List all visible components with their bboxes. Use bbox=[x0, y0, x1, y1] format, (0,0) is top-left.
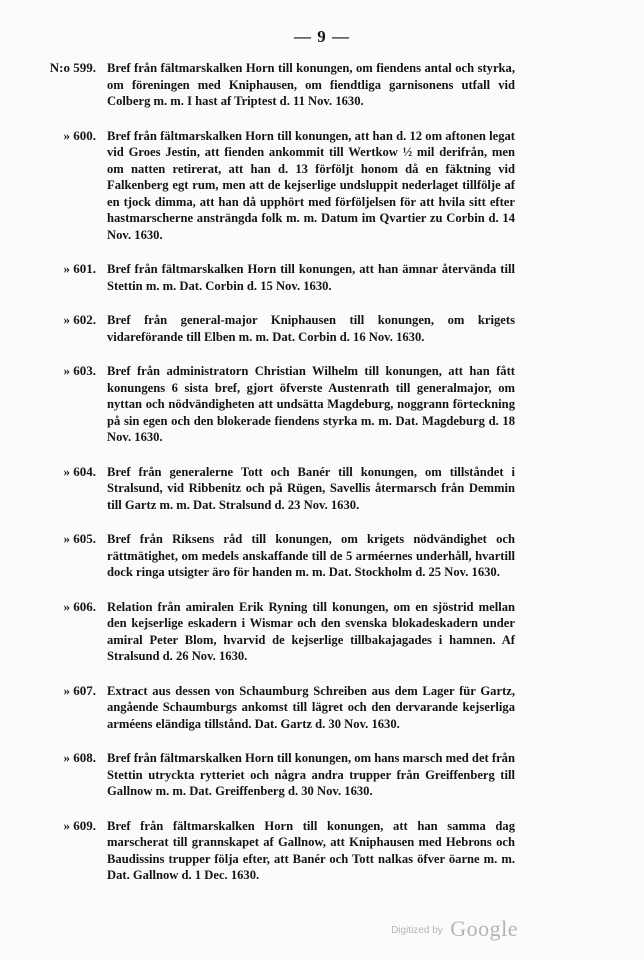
watermark-brand: Google bbox=[450, 916, 518, 941]
entry-number: » 603. bbox=[63, 363, 96, 378]
entry-number: » 607. bbox=[63, 682, 96, 698]
entry-text: Bref från Riksens råd till konungen, om krigets nödvändighet och rättmätighet, om medels anskaffande till de 5 arméernes underhåll, hvartill dock ringa utsigter äro för handen m. m. Dat. Stockholm d. 25 Nov. 1630. bbox=[107, 532, 515, 579]
list-item bbox=[0, 750, 644, 800]
entry-text: Bref från fältmarskalken Horn till konungen, om fiendens antal och styrka, om föreningen med Kniphausen, om fiendtliga garnisonens utfall vid Colberg m. m. I hast af Triptest d. 11 Nov. 1630. bbox=[107, 61, 515, 108]
entry-text: Bref från administratorn Christian Wilhelm till konungen, att han fått konungens 6 sista bref, gjort öfverste Austenrath till generalmajor, om nyttan och nödvändigheten att undsätta Magdeburg, noggrann förteckning på sin egen och den blokerade fiendens styrka m. m. Dat. Magdeburg d. 18 Nov. 1630. bbox=[107, 364, 515, 444]
digitized-watermark bbox=[391, 916, 518, 942]
list-item bbox=[0, 60, 644, 110]
entry-number: N:o 599. bbox=[49, 60, 96, 75]
list-item bbox=[0, 818, 644, 884]
entry-text: Bref från general-major Kniphausen till konungen, om krigets vidareförande till Elben m. m. Dat. Corbin d. 16 Nov. 1630. bbox=[107, 313, 515, 344]
list-item bbox=[0, 531, 644, 581]
entry-number: » 601. bbox=[63, 261, 96, 276]
entry-number: » 600. bbox=[63, 127, 96, 143]
entry-text: Relation från amiralen Erik Ryning till konungen, om en sjöstrid mellan den kejserlige eskadern i Wismar och den svenska blokadeskadern under amiral Peter Blom, hvarvid de kejserlige tillbakajagades i hamnen. Af Stralsund d. 26 Nov. 1630. bbox=[107, 599, 515, 663]
list-item bbox=[0, 128, 644, 244]
entry-number: » 604. bbox=[63, 463, 96, 479]
list-item bbox=[0, 683, 644, 733]
entry-list bbox=[0, 60, 644, 902]
watermark-prefix: Digitized by bbox=[391, 925, 443, 936]
entry-number: » 605. bbox=[63, 531, 96, 546]
entry-number: » 609. bbox=[63, 817, 96, 833]
list-item bbox=[0, 312, 644, 345]
entry-text: Bref från fältmarskalken Horn till konungen, om hans marsch med det från Stettin utryckta rytteriet och några andra trupper från Greiffenberg till Gallnow m. m. Dat. Greiffenberg d. 30 Nov. 1630. bbox=[107, 751, 515, 798]
list-item bbox=[0, 261, 644, 294]
entry-number: » 608. bbox=[63, 750, 96, 765]
entry-text: Bref från generalerne Tott och Banér till konungen, om tillståndet i Stralsund, vid Ribbenitz och på Rügen, Savellis återmarsch från Demmin till Gartz m. m. Dat. Stralsund d. 23 Nov. 1630. bbox=[107, 464, 515, 512]
entry-text: Extract aus dessen von Schaumburg Schreiben aus dem Lager für Gartz, angående Schaumburgs ankomst till lägret och den dervarande kejserliga arméens eländiga tillstånd. Dat. Gartz d. 30 Nov. 1630. bbox=[107, 683, 515, 731]
page-number: — 9 — bbox=[294, 27, 350, 46]
entry-text: Bref från fältmarskalken Horn till konungen, att han samma dag marscherat till grannskapet af Gallnow, att Kniphausen med Hebrons och Baudissins trupper följa efter, att Banér och Tott nalkas öfver öarne m. m. Dat. Gallnow d. 1 Dec. 1630. bbox=[107, 818, 515, 882]
entry-text: Bref från fältmarskalken Horn till konungen, att han d. 12 om aftonen legat vid Groes Jestin, att fienden ankommit till Wertkow ½ mil derifrån, men om natten retirerat, att han d. 13 förföljt honom då en fäktning vid Falkenberg egt rum, men att de kejserlige undsluppit nederlaget tillfölje af en tjock dimma, att han då upphört med förföljelsen för att hvila sitt efter hastmarscherne ansträngda folk m. m. Datum im Qvartier zu Corbin d. 14 Nov. 1630. bbox=[107, 128, 515, 242]
list-item bbox=[0, 363, 644, 446]
entry-text: Bref från fältmarskalken Horn till konungen, att han ämnar återvända till Stettin m. m. Dat. Corbin d. 15 Nov. 1630. bbox=[107, 262, 515, 293]
entry-number: » 606. bbox=[63, 598, 96, 614]
entry-number: » 602. bbox=[63, 312, 96, 327]
list-item bbox=[0, 464, 644, 514]
list-item bbox=[0, 599, 644, 665]
